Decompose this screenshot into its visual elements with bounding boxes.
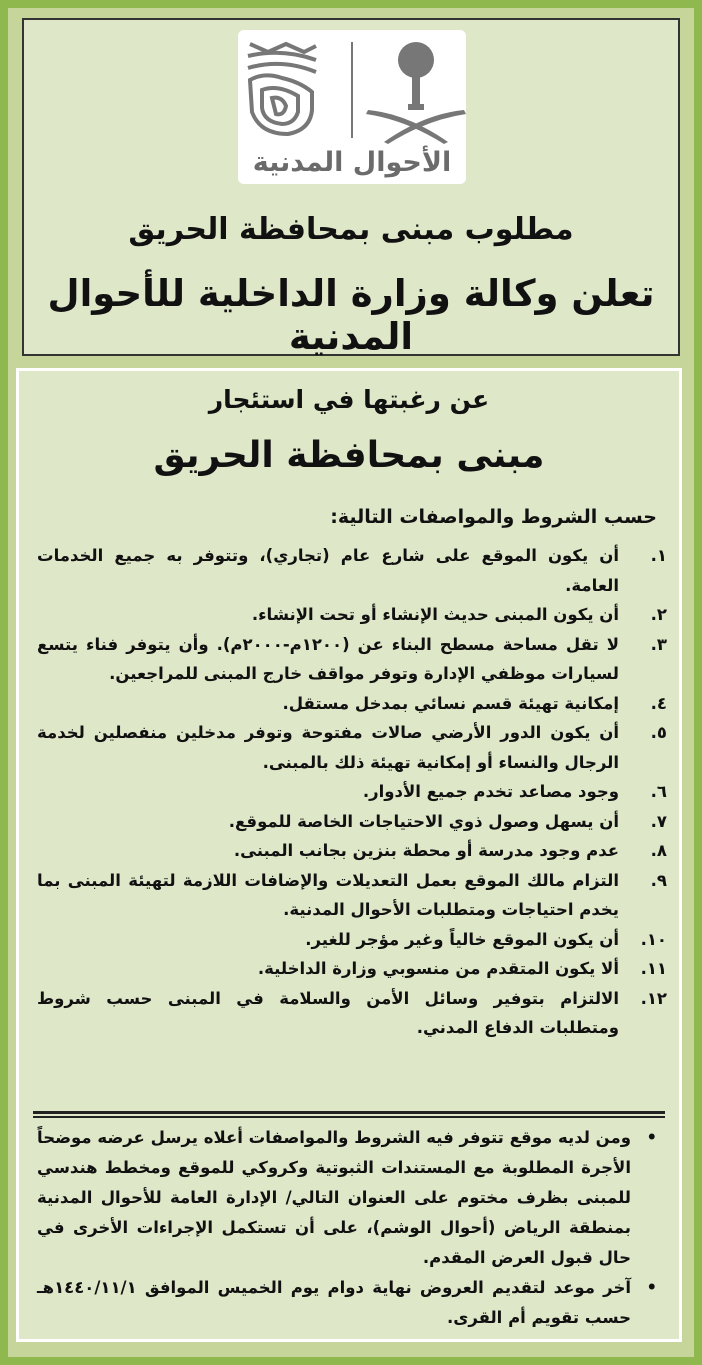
double-divider <box>33 1111 665 1118</box>
building-heading: مبنى بمحافظة الحريق <box>153 435 545 476</box>
conditions-intro: حسب الشروط والمواصفات التالية: <box>330 506 657 528</box>
logo-text: الأحوال المدنية <box>252 147 452 178</box>
ad-title: مطلوب مبنى بمحافظة الحريق <box>128 212 574 247</box>
bullet-icon: • <box>646 1278 657 1297</box>
list-item: ٧. أن يسهل وصول ذوي الاحتياجات الخاصة للموقع. <box>228 811 667 831</box>
notes-list <box>37 1123 667 1333</box>
header-box <box>22 18 680 356</box>
list-item: ٩. التزام مالك الموقع بعمل التعديلات والإضافات اللازمة لتهيئة المبنى بما يخدم احتياجات ومتطلبات الأحوال المدنية. <box>37 870 667 919</box>
intent-line: عن رغبتها في استئجار <box>208 385 490 414</box>
list-item: ٦. وجود مصاعد تخدم جميع الأدوار. <box>362 782 667 801</box>
civil-affairs-logo <box>238 30 466 184</box>
list-item: ١٠. أن يكون الموقع خالياً وغير مؤجر للغير. <box>305 929 667 949</box>
list-item: ٨. عدم وجود مدرسة أو محطة بنزين بجانب المبنى. <box>233 841 667 860</box>
list-item: ١. أن يكون الموقع على شارع عام (تجاري)، وتتوفر به جميع الخدمات العامة. <box>37 546 667 595</box>
list-item: ٣. لا تقل مساحة مسطح البناء عن (١٢٠٠م-٢٠٠٠م). وأن يتوفر فناء يتسع لسيارات موظفي الإدارة وتوفر مواقف خارج المبنى للمراجعين. <box>37 634 667 683</box>
fingerprint-icon <box>248 44 316 134</box>
bullet-icon: • <box>646 1128 657 1147</box>
conditions-list <box>37 541 667 1043</box>
list-item: ٢. أن يكون المبنى حديث الإنشاء أو تحت الإنشاء. <box>251 605 667 624</box>
palm-swords-emblem-icon <box>366 42 466 144</box>
details-box <box>16 368 682 1342</box>
list-item: ٤. إمكانية تهيئة قسم نسائي بمدخل مستقل. <box>282 693 667 713</box>
note-item: • آخر موعد لتقديم العروض نهاية دوام يوم الخميس الموافق ١٤٤٠/١١/١هـ حسب تقويم أم القرى. <box>37 1273 667 1333</box>
list-item: ١١. ألا يكون المتقدم من منسوبي وزارة الداخلية. <box>257 959 667 978</box>
list-item: ١٢. الالتزام بتوفير وسائل الأمن والسلامة في المبنى حسب شروط ومتطلبات الدفاع المدني. <box>37 988 667 1037</box>
announcer-heading: تعلن وكالة وزارة الداخلية للأحوال المدنية <box>47 272 655 358</box>
list-item: ٥. أن يكون الدور الأرضي صالات مفتوحة وتوفر مدخلين منفصلين لخدمة الرجال والنساء أو إمكانية تهيئة ذلك بالمبنى. <box>37 723 667 772</box>
note-item: • ومن لديه موقع تتوفر فيه الشروط والمواصفات أعلاه يرسل عرضه موضحاً الأجرة المطلوبة مع المستندات الثبوتية وكروكي للموقع ومخطط هندسي للمبنى بظرف مختوم على العنوان التالي/ الإدارة العامة للأحوال المدنية بمنطقة الرياض (أحوال الوشم)، على أن تستكمل الإجراءات الأخرى في حال قبول العرض المقدم. <box>37 1123 667 1273</box>
